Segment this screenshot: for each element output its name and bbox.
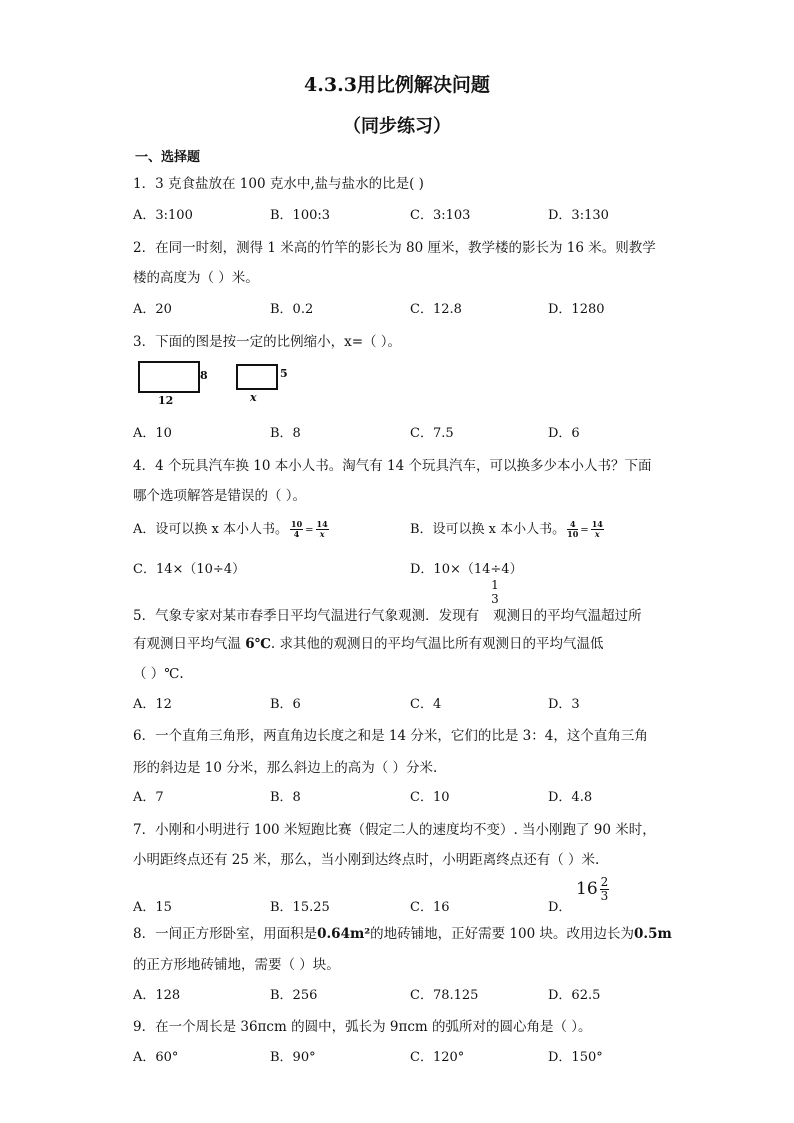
question-7-line-2: 小明距终点还有 25 米，那么，当小刚到达终点时，小明距离终点还有（ ）米. (133, 852, 600, 868)
q5-option-c: C．4 (410, 697, 442, 712)
q5-fraction (489, 578, 501, 606)
q6-option-d: D．4.8 (548, 790, 593, 805)
q1-option-b: B．100:3 (270, 208, 331, 223)
q2-option-c: C．12.8 (410, 302, 462, 317)
q7-option-d: D． (548, 900, 572, 915)
q5-option-d: D．3 (548, 697, 580, 712)
equals-sign: = (580, 525, 589, 536)
q1-option-c: C．3:103 (410, 208, 471, 223)
q9-option-c: C．120° (410, 1050, 465, 1065)
page-title: 4.3.3用比例解决问题 (304, 74, 490, 96)
small-rect-height-label: 5 (280, 367, 288, 380)
q5-line-2-end: . 求其他的观测日的平均气温比所有观测日的平均气温低 (270, 636, 604, 652)
q7-mixed-fraction: $\frac{2}{3}$ (600, 875, 609, 903)
q3-option-a: A．10 (133, 426, 172, 441)
big-rect-height-label: 8 (200, 369, 208, 382)
question-8-line-1 (133, 922, 672, 942)
q1-option-d: D．3:130 (548, 208, 609, 223)
question-5-line-3: （ ）℃. (133, 666, 184, 682)
question-5-line-1 (133, 604, 642, 624)
q8-tile-area: 0.64m² (317, 926, 371, 942)
q2-option-a: A．20 (133, 302, 172, 317)
q5-option-a: A．12 (133, 697, 172, 712)
q8-option-a: A．128 (133, 988, 181, 1003)
question-2-line-2: 楼的高度为（ ）米。 (133, 270, 259, 286)
q6-option-a: A．7 (133, 790, 164, 805)
question-2-line-1: 2．在同一时刻，测得 1 米高的竹竿的影长为 80 厘米，教学楼的影长为 16 米。则教学 (133, 240, 656, 256)
q8-option-c: C．78.125 (410, 988, 479, 1003)
q5-line-1-end: 观测日的平均气温超过所 (493, 608, 642, 624)
q4-option-a (133, 518, 331, 539)
q9-option-a: A．60° (133, 1050, 179, 1065)
q7-option-b: B．15.25 (270, 900, 330, 915)
question-4-line-2: 哪个选项解答是错误的（ ）。 (133, 488, 307, 504)
q8-line-1-c: 的地砖铺地，正好需要 100 块。改用边长为 (370, 926, 635, 942)
q3-option-c: C．7.5 (410, 426, 454, 441)
big-rect-width-label: 12 (158, 394, 174, 407)
q7-option-a: A．15 (133, 900, 172, 915)
question-7-line-1: 7．小刚和小明进行 100 米短跑比赛（假定二人的速度均不变）. 当小刚跑了 90 米时， (133, 822, 656, 838)
q3-option-b: B．8 (270, 426, 301, 441)
q2-option-d: D．1280 (548, 302, 605, 317)
q4-b-fraction-1: $\frac{4}{10}$ (567, 519, 579, 539)
q5-fraction-denominator: 3 (491, 592, 499, 606)
q2-option-b: B．0.2 (270, 302, 314, 317)
q4-a-fraction-1: $\frac{10}{4}$ (291, 519, 303, 539)
equals-sign: = (305, 525, 314, 536)
q4-option-c: C．14×（10÷4） (133, 562, 246, 577)
q4-option-a-text: A．设可以换 x 本小人书。 (133, 522, 288, 537)
q8-tile-side: 0.5m (634, 926, 672, 942)
q8-option-d: D．62.5 (548, 988, 601, 1003)
q3-option-d: D．6 (548, 426, 580, 441)
question-4-line-1: 4．4 个玩具汽车换 10 本小人书。淘气有 14 个玩具汽车，可以换多少本小人书？下面 (133, 458, 652, 474)
q5-temperature: 6℃ (245, 636, 271, 652)
q4-a-fraction-2: $\frac{14}{x}$ (316, 519, 328, 539)
page-subtitle: （同步练习） (343, 116, 451, 137)
q8-line-1-a: 8．一间正方形卧室，用面积是 (133, 926, 318, 942)
big-rectangle (138, 361, 200, 393)
question-8-line-2: 的正方形地砖铺地，需要（ ）块。 (133, 957, 340, 973)
q4-option-d: D．10×（14÷4） (410, 562, 523, 577)
q4-option-b-text: B．设可以换 x 本小人书。 (410, 522, 566, 537)
q8-option-b: B．256 (270, 988, 318, 1003)
q5-line-1-start: 5．气象专家对某市春季日平均气温进行气象观测．发现有 (133, 608, 480, 624)
question-6-line-1: 6．一个直角三角形，两直角边长度之和是 14 分米，它们的比是 3：4，这个直角三角 (133, 728, 648, 744)
q1-option-a: A．3:100 (133, 208, 193, 223)
q5-fraction-numerator: 1 (491, 578, 499, 592)
question-5-line-2 (133, 632, 603, 652)
q6-option-b: B．8 (270, 790, 301, 805)
q7-mixed-whole: 16 (576, 879, 598, 899)
question-6-line-2: 形的斜边是 10 分米，那么斜边上的高为（ ）分米. (133, 760, 438, 776)
small-rectangle (236, 364, 278, 390)
q5-option-b: B．6 (270, 697, 301, 712)
q9-option-b: B．90° (270, 1050, 316, 1065)
q5-line-2-start: 有观测日平均气温 (133, 636, 246, 652)
q6-option-c: C．10 (410, 790, 450, 805)
q4-option-b (410, 518, 606, 539)
q4-b-fraction-2: $\frac{14}{x}$ (591, 519, 603, 539)
q7-option-c: C．16 (410, 900, 450, 915)
question-3: 3．下面的图是按一定的比例缩小，x=（ ）。 (133, 334, 402, 350)
q7-mixed-number (576, 876, 611, 903)
q9-option-d: D．150° (548, 1050, 603, 1065)
question-9: 9．在一个周长是 36πcm 的圆中，弧长为 9πcm 的弧所对的圆心角是（ ）。 (133, 1019, 592, 1035)
question-1: 1．3 克食盐放在 100 克水中,盐与盐水的比是( ) (133, 176, 424, 192)
section-heading: 一、选择题 (135, 150, 201, 165)
small-rect-width-label: x (250, 391, 257, 404)
